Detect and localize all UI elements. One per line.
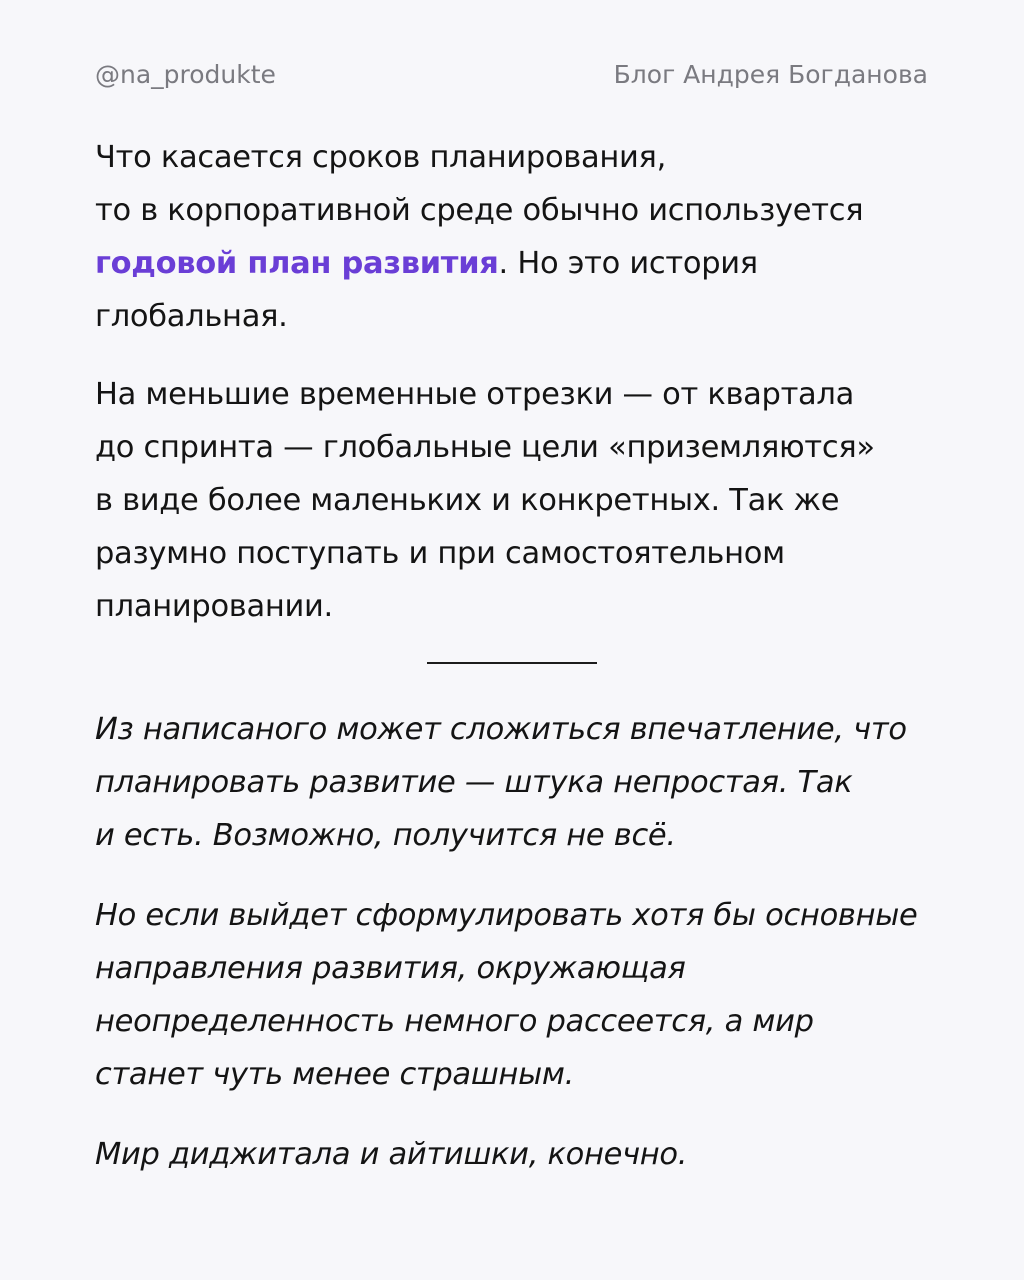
italic-paragraph-closing [95, 1128, 955, 1181]
account-handle: @na_produkte [95, 59, 276, 89]
text-line: в виде более маленьких и конкретных. Так же [95, 483, 840, 518]
text-line: Мир диджитала и айтишки, конечно. [95, 1137, 688, 1172]
paragraph-short-terms [95, 368, 945, 633]
text-line: планировать развитие — штука непростая. Так [95, 765, 853, 800]
text-line: глобальная. [95, 299, 288, 334]
text-line: На меньшие временные отрезки — от квартала [95, 377, 855, 412]
text-line: Из написаного может сложиться впечатление, что [95, 712, 907, 747]
section-divider [427, 662, 597, 664]
text-line: Что касается сроков планирования, [95, 140, 666, 175]
paragraph-planning-terms [95, 131, 945, 343]
header [95, 54, 928, 94]
italic-paragraph-directions [95, 889, 955, 1101]
text-line: планировании. [95, 589, 333, 624]
text-line: до спринта — глобальные цели «приземляются» [95, 430, 875, 465]
text-line [95, 237, 945, 290]
highlight-annual-plan: годовой план развития [95, 246, 499, 281]
blog-title: Блог Андрея Богданова [613, 59, 928, 89]
text-line: разумно поступать и при самостоятельном [95, 536, 785, 571]
text-line: направления развития, окружающая [95, 951, 686, 986]
text-line: неопределенность немного рассеется, а мир [95, 1004, 814, 1039]
italic-paragraph-impression [95, 703, 955, 862]
text-line: то в корпоративной среде обычно используется [95, 193, 864, 228]
italic-conclusion [95, 703, 955, 1181]
text-line: и есть. Возможно, получится не всё. [95, 818, 676, 853]
text-fragment: . Но это история [498, 246, 758, 281]
text-line: Но если выйдет сформулировать хотя бы основные [95, 898, 918, 933]
text-line: станет чуть менее страшным. [95, 1057, 574, 1092]
main-text [95, 131, 945, 633]
